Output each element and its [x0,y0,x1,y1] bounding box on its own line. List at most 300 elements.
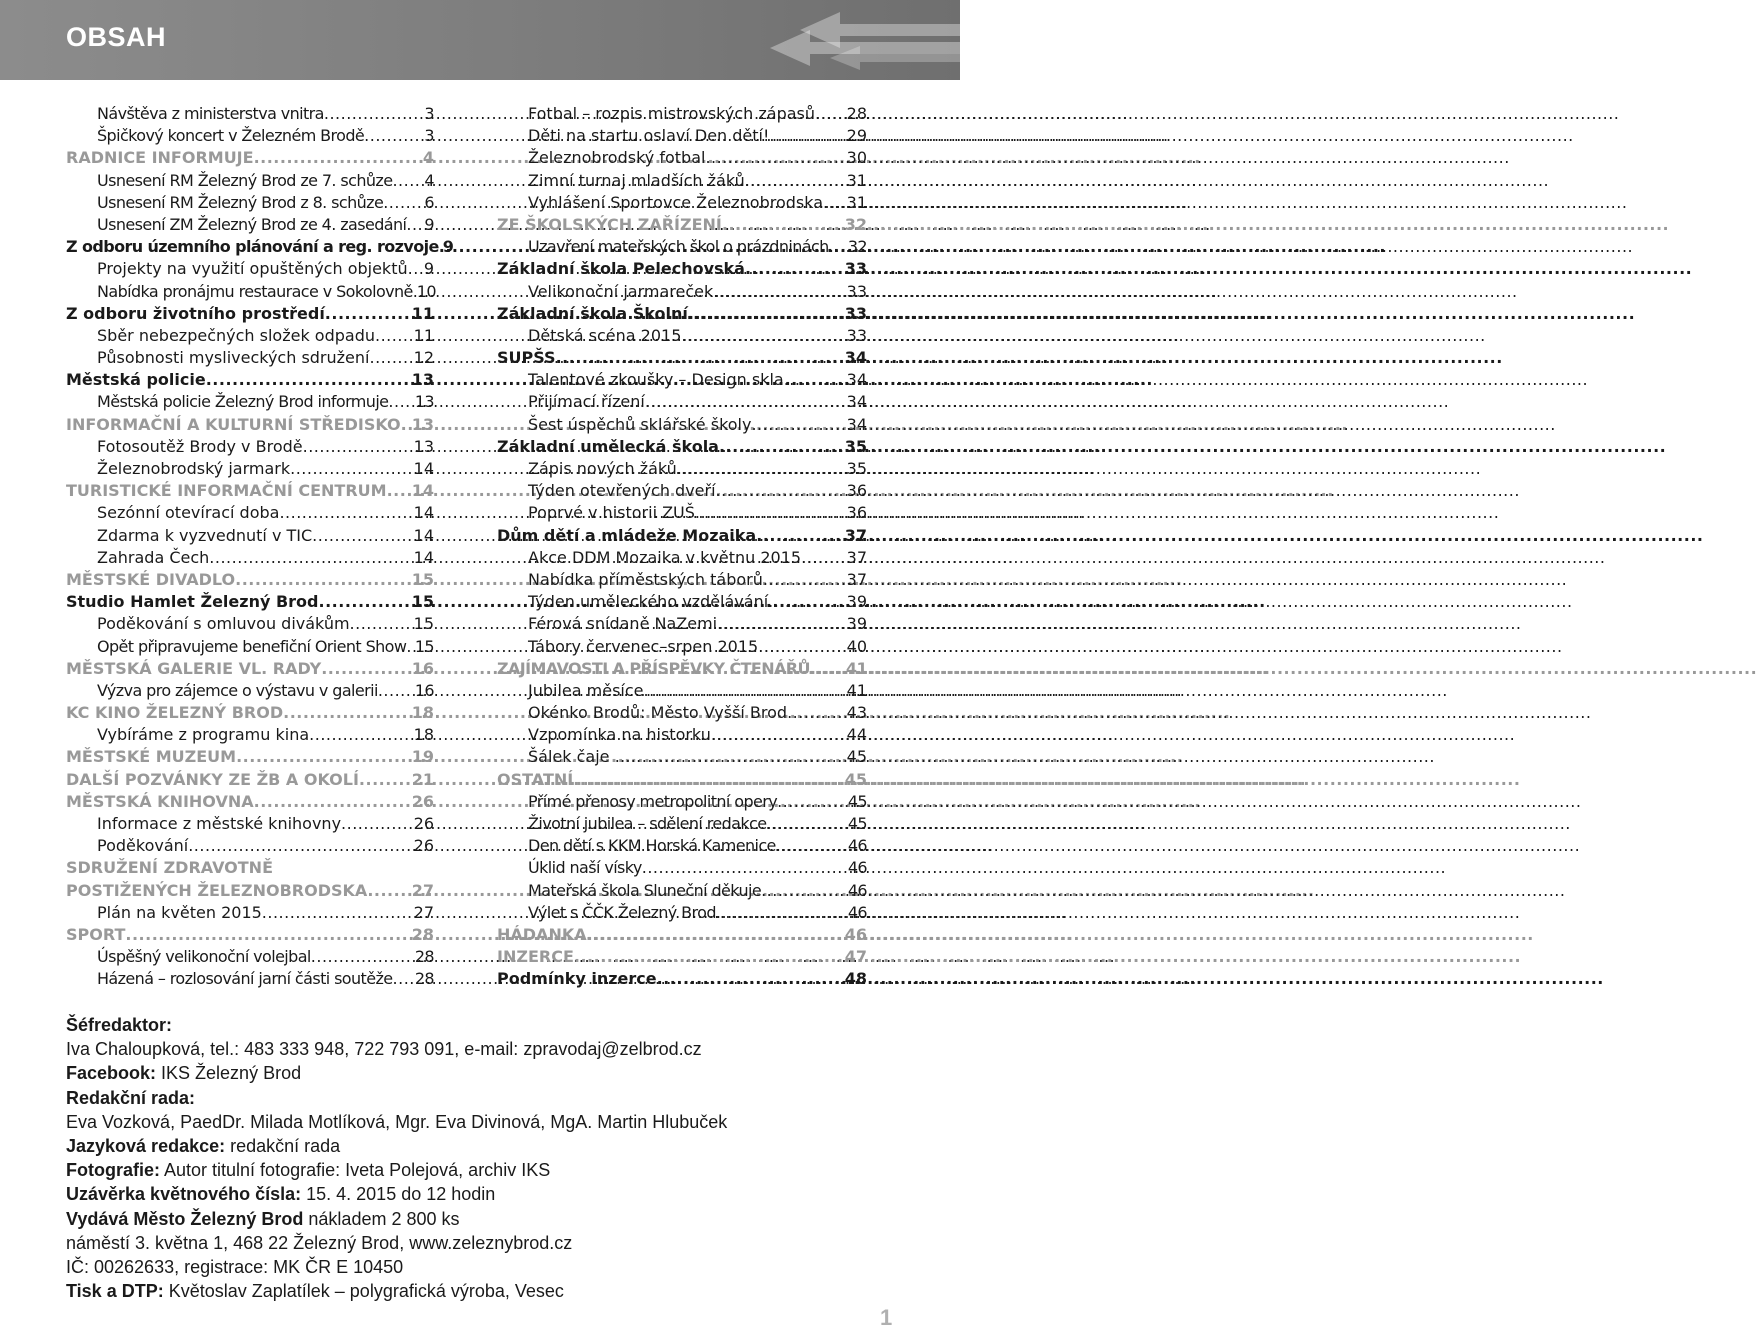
toc-entry-page: 16 [411,658,434,678]
toc-entry-page: 33 [844,303,867,323]
credit-label: Vydává Město Železný Brod [66,1208,304,1229]
toc-entry-page: 19 [411,747,434,767]
toc-entry-title: Dům dětí a mládeže Mozaika [497,525,757,545]
toc-leader-dots [716,480,847,502]
toc-entry-page: 45 [844,769,867,789]
toc-entry [497,857,867,879]
toc-entry [66,170,434,192]
credit-text: Eva Vozková, PaedDr. Milada Motlíková, Mgr. Eva Divinová, MgA. Martin Hlubuček [66,1111,728,1132]
toc-entry-page: 30 [846,148,867,168]
toc-entry-page: 37 [846,547,867,567]
toc-entry [497,924,867,946]
toc-entry-page: 37 [846,569,867,589]
toc-leader-dots [254,147,423,169]
credit-text: Iva Chaloupková, tel.: 483 333 948, 722 793 091, e-mail: zpravodaj@zelbrod.cz [66,1039,702,1060]
toc-entry-page: 4 [422,148,434,168]
toc-leader-dots [235,569,412,591]
toc-entry [497,347,867,369]
toc-entry-title: Návštěva z ministerstva vnitra [97,104,324,123]
toc-entry [66,502,434,524]
toc-entry-title: TURISTICKÉ INFORMAČNÍ CENTRUM [66,481,387,501]
toc-entry [66,680,434,702]
toc-entry [497,525,867,547]
toc-entry [497,192,867,214]
toc-leader-dots [801,547,847,569]
toc-entry-title: Základní škola Školní [497,303,688,323]
toc-leader-dots [810,658,846,680]
credit-line [66,1061,926,1085]
toc-entry-page: 16 [414,680,434,700]
toc-leader-dots [756,525,845,547]
toc-entry [66,103,434,125]
toc-entry [497,303,867,325]
toc-entry [66,769,434,791]
toc-leader-dots [367,880,411,902]
credit-label: Facebook: [66,1063,157,1084]
toc-entry-page: 40 [846,636,867,656]
toc-entry-page: 11 [413,325,434,345]
toc-entry [66,547,434,569]
toc-entry-page: 14 [413,525,434,545]
toc-entry-title: Usnesení RM Železný Brod ze 7. schůze [97,170,393,190]
toc-entry-page: 34 [846,392,867,412]
toc-leader-dots [573,769,845,791]
toc-entry-title: Nabídka pronájmu restaurace v Sokolovně [97,281,413,301]
toc-entry-title: POSTIŽENÝCH ŽELEZNOBRODSKA [66,880,368,900]
toc-entry [66,613,434,635]
toc-entry-title: Úspěšný velikonoční volejbal [97,947,311,967]
toc-entry-title: Zimní turnaj mladších žáků [528,170,745,190]
toc-entry [66,458,434,480]
toc-entry-page: 4 [424,170,434,190]
toc-entry [66,347,434,369]
toc-entry-title: Podmínky inzerce [497,969,657,989]
toc-entry-title: Přímé přenosy metropolitní opery [528,791,778,811]
toc-leader-dots [776,835,848,857]
toc-entry-page: 12 [413,348,434,368]
toc-entry-page: 37 [844,525,867,545]
toc-entry-page: 31 [846,170,867,190]
toc-entry-title: Poděkování s omluvou divákům [97,614,350,634]
toc-entry [497,946,867,968]
toc-leader-dots [688,303,845,325]
toc-entry-title: MĚSTSKÉ MUZEUM [66,747,237,767]
toc-entry-title: Působnosti mysliveckých sdružení [97,348,370,368]
toc-entry-page: 13 [413,436,434,456]
toc-leader-dots [761,880,848,902]
toc-leader-dots [388,391,414,413]
toc-entry [497,236,867,258]
toc-entry-page: 35 [844,436,867,456]
toc-leader-dots [713,281,846,303]
toc-entry [497,658,867,680]
toc-entry [497,613,867,635]
toc-entry [497,391,867,413]
toc-entry-title: Nabídka příměstských táborů [528,569,763,589]
toc-entry-title: Městská policie Železný Brod informuje [97,392,389,412]
toc-leader-dots [745,170,847,192]
credit-line [66,1037,926,1061]
toc-entry-title: Usnesení RM Železný Brod z 8. schůze [97,192,384,212]
toc-entry [497,103,867,125]
toc-entry-page: 43 [846,703,867,723]
toc-entry-page: 46 [847,858,867,878]
toc-entry-title: SUPŠS [497,348,556,368]
toc-entry-title: Fotosoutěž Brody v Brodě [97,436,303,456]
toc-left-column [66,103,454,991]
credit-label: Fotografie: [66,1160,160,1181]
toc-entry [497,281,867,303]
toc-leader-dots [758,636,846,658]
toc-entry-title: MĚSTSKÁ GALERIE VL. RADY [66,658,322,678]
toc-entry-page: 34 [844,348,867,368]
toc-leader-dots [768,591,846,613]
toc-entry [66,369,434,391]
toc-entry-title: Týden otevřených dveří [528,481,716,501]
toc-entry-title: SPORT [66,924,126,944]
toc-entry-title: Městská policie [66,370,206,390]
credit-text: Autor titulní fotografie: Iveta Polejová, archiv IKS [160,1160,551,1181]
toc-entry-title: Zahrada Čech [97,547,210,567]
toc-entry-title: Výzva pro zájemce o výstavu v galerii [97,680,378,700]
toc-entry-page: 39 [846,592,867,612]
toc-entry-page: 14 [413,459,434,478]
toc-leader-dots [369,347,413,369]
credit-text: IČ: 00262633, registrace: MK ČR E 10450 [66,1256,404,1277]
toc-leader-dots [359,769,412,791]
toc-entry-title: Férová snídaně NaZemi [528,614,718,634]
toc-entry-page: 13 [414,392,434,412]
toc-leader-dots [677,458,847,480]
toc-entry-page: 27 [411,880,434,900]
toc-entry-page: 33 [846,281,867,301]
credit-line [66,1279,926,1303]
toc-entry [66,702,434,724]
toc-entry-page: 41 [845,658,867,678]
toc-entry [497,724,867,746]
toc-entry-title: Základní škola Pelechovská [497,259,745,279]
credit-line [66,1134,926,1158]
toc-entry-page: 15 [414,636,434,656]
toc-entry-page: 15 [411,569,434,589]
toc-entry-title: Přijímací řízení [528,392,645,412]
toc-entry-title: Opět připravujeme benefiční Orient Show [97,636,407,656]
toc-leader-dots [716,902,848,924]
toc-entry [66,946,434,968]
toc-entry [497,569,867,591]
toc-entry-title: Děti na startu oslaví Den dětí! [528,126,770,146]
toc-entry-title: Informace z městské knihovny [97,814,342,833]
credit-line [66,1182,926,1206]
credit-label: Uzávěrka květnového čísla: [66,1184,302,1205]
toc-leader-dots [401,414,412,436]
toc-entry-page: 44 [846,725,867,745]
toc-entry-page: 46 [847,880,867,900]
toc-entry-title: KC KINO ŽELEZNÝ BROD [66,703,284,723]
toc-entry [66,791,434,813]
toc-leader-dots [745,258,845,280]
toc-entry-title: Uzavření mateřských škol o prázdninách [528,237,829,257]
toc-entry-page: 45 [847,791,867,811]
toc-entry-title: Okénko Brodů: Město Vyšší Brod [528,703,788,723]
toc-entry-title: ZE ŠKOLSKÝCH ZAŘÍZENÍ [497,214,722,234]
toc-leader-dots [719,436,845,458]
toc-entry-title: Poděkování [97,836,189,856]
toc-entry-page: 28 [414,947,434,967]
toc-entry-title: Plán na květen 2015 [97,902,262,922]
toc-entry [66,902,434,924]
toc-leader-dots [587,924,845,946]
toc-entry-title: OSTATNÍ [497,769,574,789]
toc-leader-dots [364,125,424,147]
toc-entry [497,480,867,502]
toc-entry-page: 46 [847,902,867,922]
toc-entry-page: 9 [442,237,454,257]
toc-entry [66,724,434,746]
toc-leader-dots [751,414,846,436]
toc-entry [497,325,867,347]
toc-entry-title: Studio Hamlet Železný Brod [66,592,319,612]
toc-entry-title: Dětská scéna 2015 [528,325,682,345]
toc-entry-page: 31 [846,192,867,212]
toc-leader-dots [393,968,415,990]
toc-entry [66,525,434,547]
toc-leader-dots [283,702,412,724]
toc-entry [497,902,867,924]
toc-leader-dots [312,525,413,547]
toc-entry-page: 9 [423,259,434,279]
toc-entry-page: 11 [411,303,434,323]
toc-entry-title: Železnobrodský jarmark [97,459,291,478]
toc-entry [66,636,434,658]
toc-entry-page: 27 [413,902,434,922]
toc-leader-dots [325,303,412,325]
toc-entry [66,746,434,768]
credit-text: redakční rada [225,1135,341,1156]
toc-leader-dots [209,547,413,569]
credit-label: Tisk a DTP: [66,1281,164,1302]
toc-entry-title: SDRUŽENÍ ZDRAVOTNĚ [66,858,273,878]
toc-entry-page: 9 [424,214,434,234]
toc-leader-dots [303,436,414,458]
toc-entry [66,591,434,613]
toc-entry [497,813,867,835]
toc-entry-title: Velikonoční jarmareček [528,281,714,301]
toc-leader-dots [556,347,845,369]
toc-entry-page: 36 [846,503,867,523]
toc-entry-title: INZERCE [497,947,574,967]
toc-entry-page: 33 [844,259,867,279]
toc-leader-dots [406,214,424,236]
toc-leader-dots [236,746,412,768]
toc-entry-title: Sběr nebezpečných složek odpadu [97,325,375,345]
toc-entry-title: Poprvé v historii ZUŠ [528,503,695,523]
toc-entry-page: 26 [413,814,434,833]
toc-entry-title: HÁDANKA [497,924,587,944]
toc-entry-page: 14 [411,481,434,501]
toc-entry-page: 32 [844,214,867,234]
toc-leader-dots [574,946,845,968]
toc-leader-dots [350,613,414,635]
toc-leader-dots [645,391,847,413]
toc-leader-dots [657,968,845,990]
toc-entry [497,746,867,768]
toc-leader-dots [321,658,412,680]
toc-entry [66,835,434,857]
toc-entry-title: INFORMAČNÍ A KULTURNÍ STŘEDISKO [66,414,401,434]
toc-entry [497,769,867,791]
toc-entry-title: Výlet s ČČK Železný Brod [528,902,716,922]
credit-label: Šéfredaktor: [66,1015,173,1035]
toc-leader-dots [341,813,414,835]
toc-entry-page: 28 [414,969,434,989]
toc-leader-dots [681,325,846,347]
toc-entry-title: Jubilea měsíce [528,680,644,700]
toc-entry-page: 33 [846,325,867,345]
toc-entry-page: 26 [413,836,434,856]
toc-entry [66,391,434,413]
credit-label: Redakční rada: [66,1087,196,1108]
toc-entry [497,791,867,813]
toc-entry [497,968,867,990]
credits-block [66,1013,926,1303]
toc-leader-dots [319,591,412,613]
toc-entry-page: 26 [411,791,434,811]
toc-entry-page: 47 [844,947,867,967]
toc-entry-title: Šest úspěchů sklářské školy [528,414,752,434]
toc-entry-page: 14 [413,547,434,567]
toc-entry-title: Usnesení ZM Železný Brod ze 4. zasedání [97,214,407,234]
toc-leader-dots [717,613,847,635]
credit-line [66,1255,926,1279]
toc-entry [497,170,867,192]
toc-entry-page: 28 [846,104,867,123]
toc-entry [497,125,867,147]
toc-entry [497,147,867,169]
toc-entry-title: MĚSTSKÉ DIVADLO [66,569,236,589]
credit-line [66,1231,926,1255]
credit-line [66,1207,926,1231]
toc-entry-title: Železnobrodský fotbal [528,148,706,168]
toc-leader-dots [387,480,412,502]
toc-entry-page: 34 [846,370,867,390]
toc-entry [497,214,867,236]
toc-entry-title: Z odboru životního prostředí [66,303,325,323]
toc-entry [66,236,454,258]
toc-entry-page: 46 [844,924,867,944]
toc-leader-dots [767,813,848,835]
toc-entry-page: 35 [846,459,867,478]
toc-leader-dots [290,458,414,480]
toc-entry-title: Zdarma k vyzvednutí v TIC [97,525,313,545]
toc-leader-dots [777,791,848,813]
toc-entry-page: 13 [411,370,434,390]
toc-leader-dots [254,791,412,813]
toc-entry [497,436,867,458]
toc-right-column [497,103,867,991]
toc-leader-dots [392,170,424,192]
toc-entry-title: Tábory červenec–srpen 2015 [528,636,759,656]
toc-entry [497,458,867,480]
toc-entry-page: 3 [424,126,434,146]
toc-entry-title: Zápis nových žáků [528,459,677,478]
toc-leader-dots [705,147,846,169]
toc-entry [497,680,867,702]
toc-leader-dots [769,125,846,147]
toc-entry-title: Životní jubilea – sdělení redakce [528,814,767,833]
toc-entry [66,325,434,347]
toc-leader-dots [644,680,847,702]
toc-entry [66,480,434,502]
toc-entry-title: Vzpomínka na historku [528,725,711,745]
toc-entry [66,192,434,214]
toc-entry-page: 29 [846,126,867,146]
toc-entry-page: 45 [847,814,867,833]
toc-entry-title: Vybíráme z programu kina [97,725,310,745]
credit-label: Jazyková redakce: [66,1135,226,1156]
page-header [0,0,960,80]
toc-leader-dots [188,835,413,857]
toc-entry-page: 32 [847,237,867,257]
toc-leader-dots [125,924,411,946]
toc-leader-dots [375,325,414,347]
credit-text: náměstí 3. května 1, 468 22 Železný Brod, www.zeleznybrod.cz [66,1232,573,1253]
toc-entry-page: 28 [411,924,434,944]
toc-entry [66,813,434,835]
toc-entry [66,125,434,147]
toc-entry-page: 36 [846,481,867,501]
toc-entry-page: 41 [846,680,867,700]
toc-entry-page: 18 [411,703,434,723]
toc-entry [66,281,434,303]
toc-entry [66,414,434,436]
credit-text: 15. 4. 2015 do 12 hodin [301,1184,496,1205]
toc-entry [497,591,867,613]
toc-entry-page: 6 [424,192,434,212]
toc-entry-title: Sezónní otevírací doba [97,503,280,523]
toc-entry-title: Fotbal – rozpis mistrovských zápasů [528,104,815,123]
page-number: 1 [880,1305,893,1330]
toc-entry [66,147,434,169]
toc-entry [497,880,867,902]
toc-entry [66,880,434,902]
toc-entry-page: 10 [416,281,436,301]
toc-leader-dots [763,569,847,591]
toc-entry-page: 3 [424,104,434,123]
toc-leader-dots [206,369,412,391]
toc-leader-dots [378,680,415,702]
toc-entry-title: Základní umělecká škola [497,436,719,456]
toc-entry-title: Šálek čaje … [528,747,631,767]
credit-text: Květoslav Zaplatílek – polygrafická výroba, Vesec [163,1281,564,1302]
toc-entry-page: 15 [413,614,434,634]
toc-entry-page: 15 [411,592,434,612]
toc-entry-page: 45 [846,747,867,767]
toc-entry-title: Mateřská škola Sluneční děkuje [528,880,762,900]
arrows-decoration-icon [760,0,960,80]
toc-entry-title: Vyhlášení Sportovce Železnobrodska [528,192,824,212]
toc-leader-dots [711,724,847,746]
page-title: OBSAH [66,22,167,52]
toc-entry-title: MĚSTSKÁ KNIHOVNA [66,791,254,811]
credit-line [66,1086,926,1110]
toc-entry-page: 14 [413,503,434,523]
credit-line [66,1158,926,1182]
toc-entry-title: RADNICE INFORMUJE [66,148,254,168]
toc-entry-page: 13 [411,414,434,434]
toc-leader-dots [406,636,414,658]
toc-leader-dots [279,502,413,524]
